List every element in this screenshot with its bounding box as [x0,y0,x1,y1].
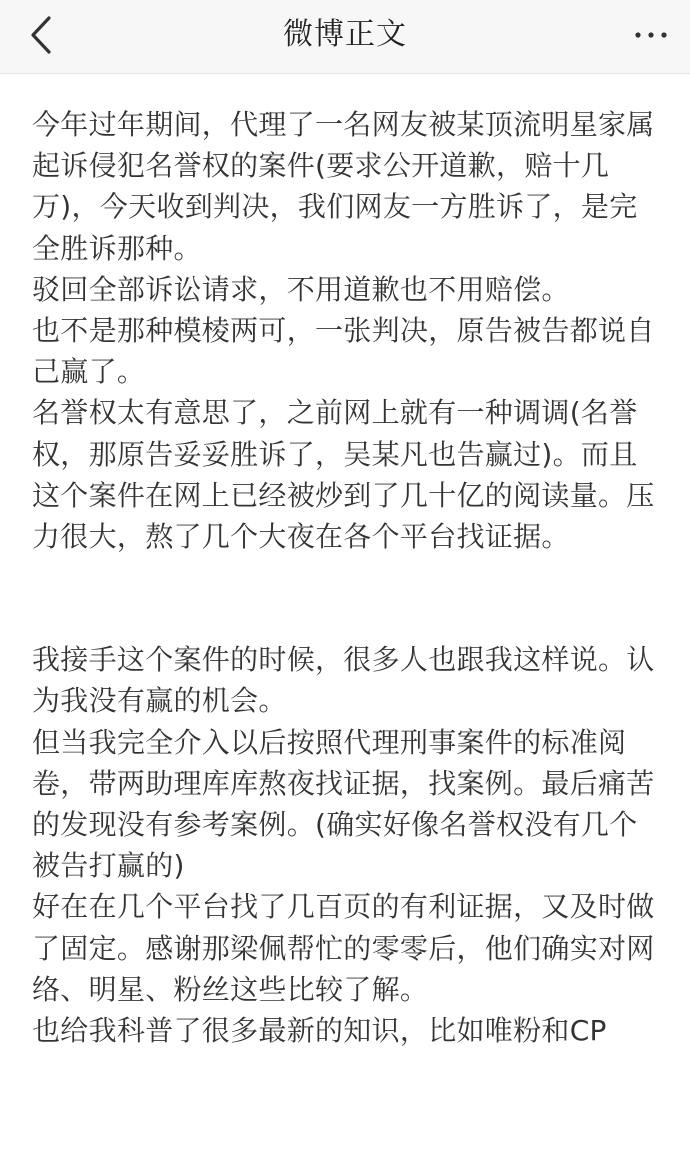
post-paragraph: 但当我完全介入以后按照代理刑事案件的标准阅卷，带两助理库库熬夜找证据，找案例。最后痛苦的发现没有参考案例。(确实好像名誉权没有几个被告打赢的) [32,725,655,883]
post-paragraph: 今年过年期间，代理了一名网友被某顶流明星家属起诉侵犯名誉权的案件(要求公开道歉，赔十几万)，今天收到判决，我们网友一方胜诉了，是完全胜诉那种。 [32,108,655,265]
post-paragraph: 驳回全部诉讼请求，不用道歉也不用赔偿。 [32,272,570,306]
page-title: 微博正文 [283,17,407,52]
post-paragraph: 我接手这个案件的时候，很多人也跟我这样说。认为我没有赢的机会。 [32,643,655,718]
post-paragraph: 好在在几个平台找了几百页的有利证据，又及时做了固定。感谢那梁佩帮忙的零零后，他们确实对网络、明星、粉丝这些比较了解。 [32,890,655,1006]
more-horizontal-icon [634,30,668,40]
post-paragraph: 名誉权太有意思了，之前网上就有一种调调(名誉权，那原告妥妥胜诉了，吴某凡也告赢过)。而且这个案件在网上已经被炒到了几十亿的阅读量。压力很大，熬了几个大夜在各个平台找证据。 [32,396,655,554]
post-body [0,74,690,1051]
post-paragraph: 也给我科普了很多最新的知识，比如唯粉和CP [32,1014,607,1048]
top-navigation-bar [0,0,690,74]
post-paragraph: 也不是那种模棱两可，一张判决，原告被告都说自己赢了。 [32,314,655,389]
more-options-button[interactable] [626,12,676,58]
paragraph-gap [32,557,658,639]
